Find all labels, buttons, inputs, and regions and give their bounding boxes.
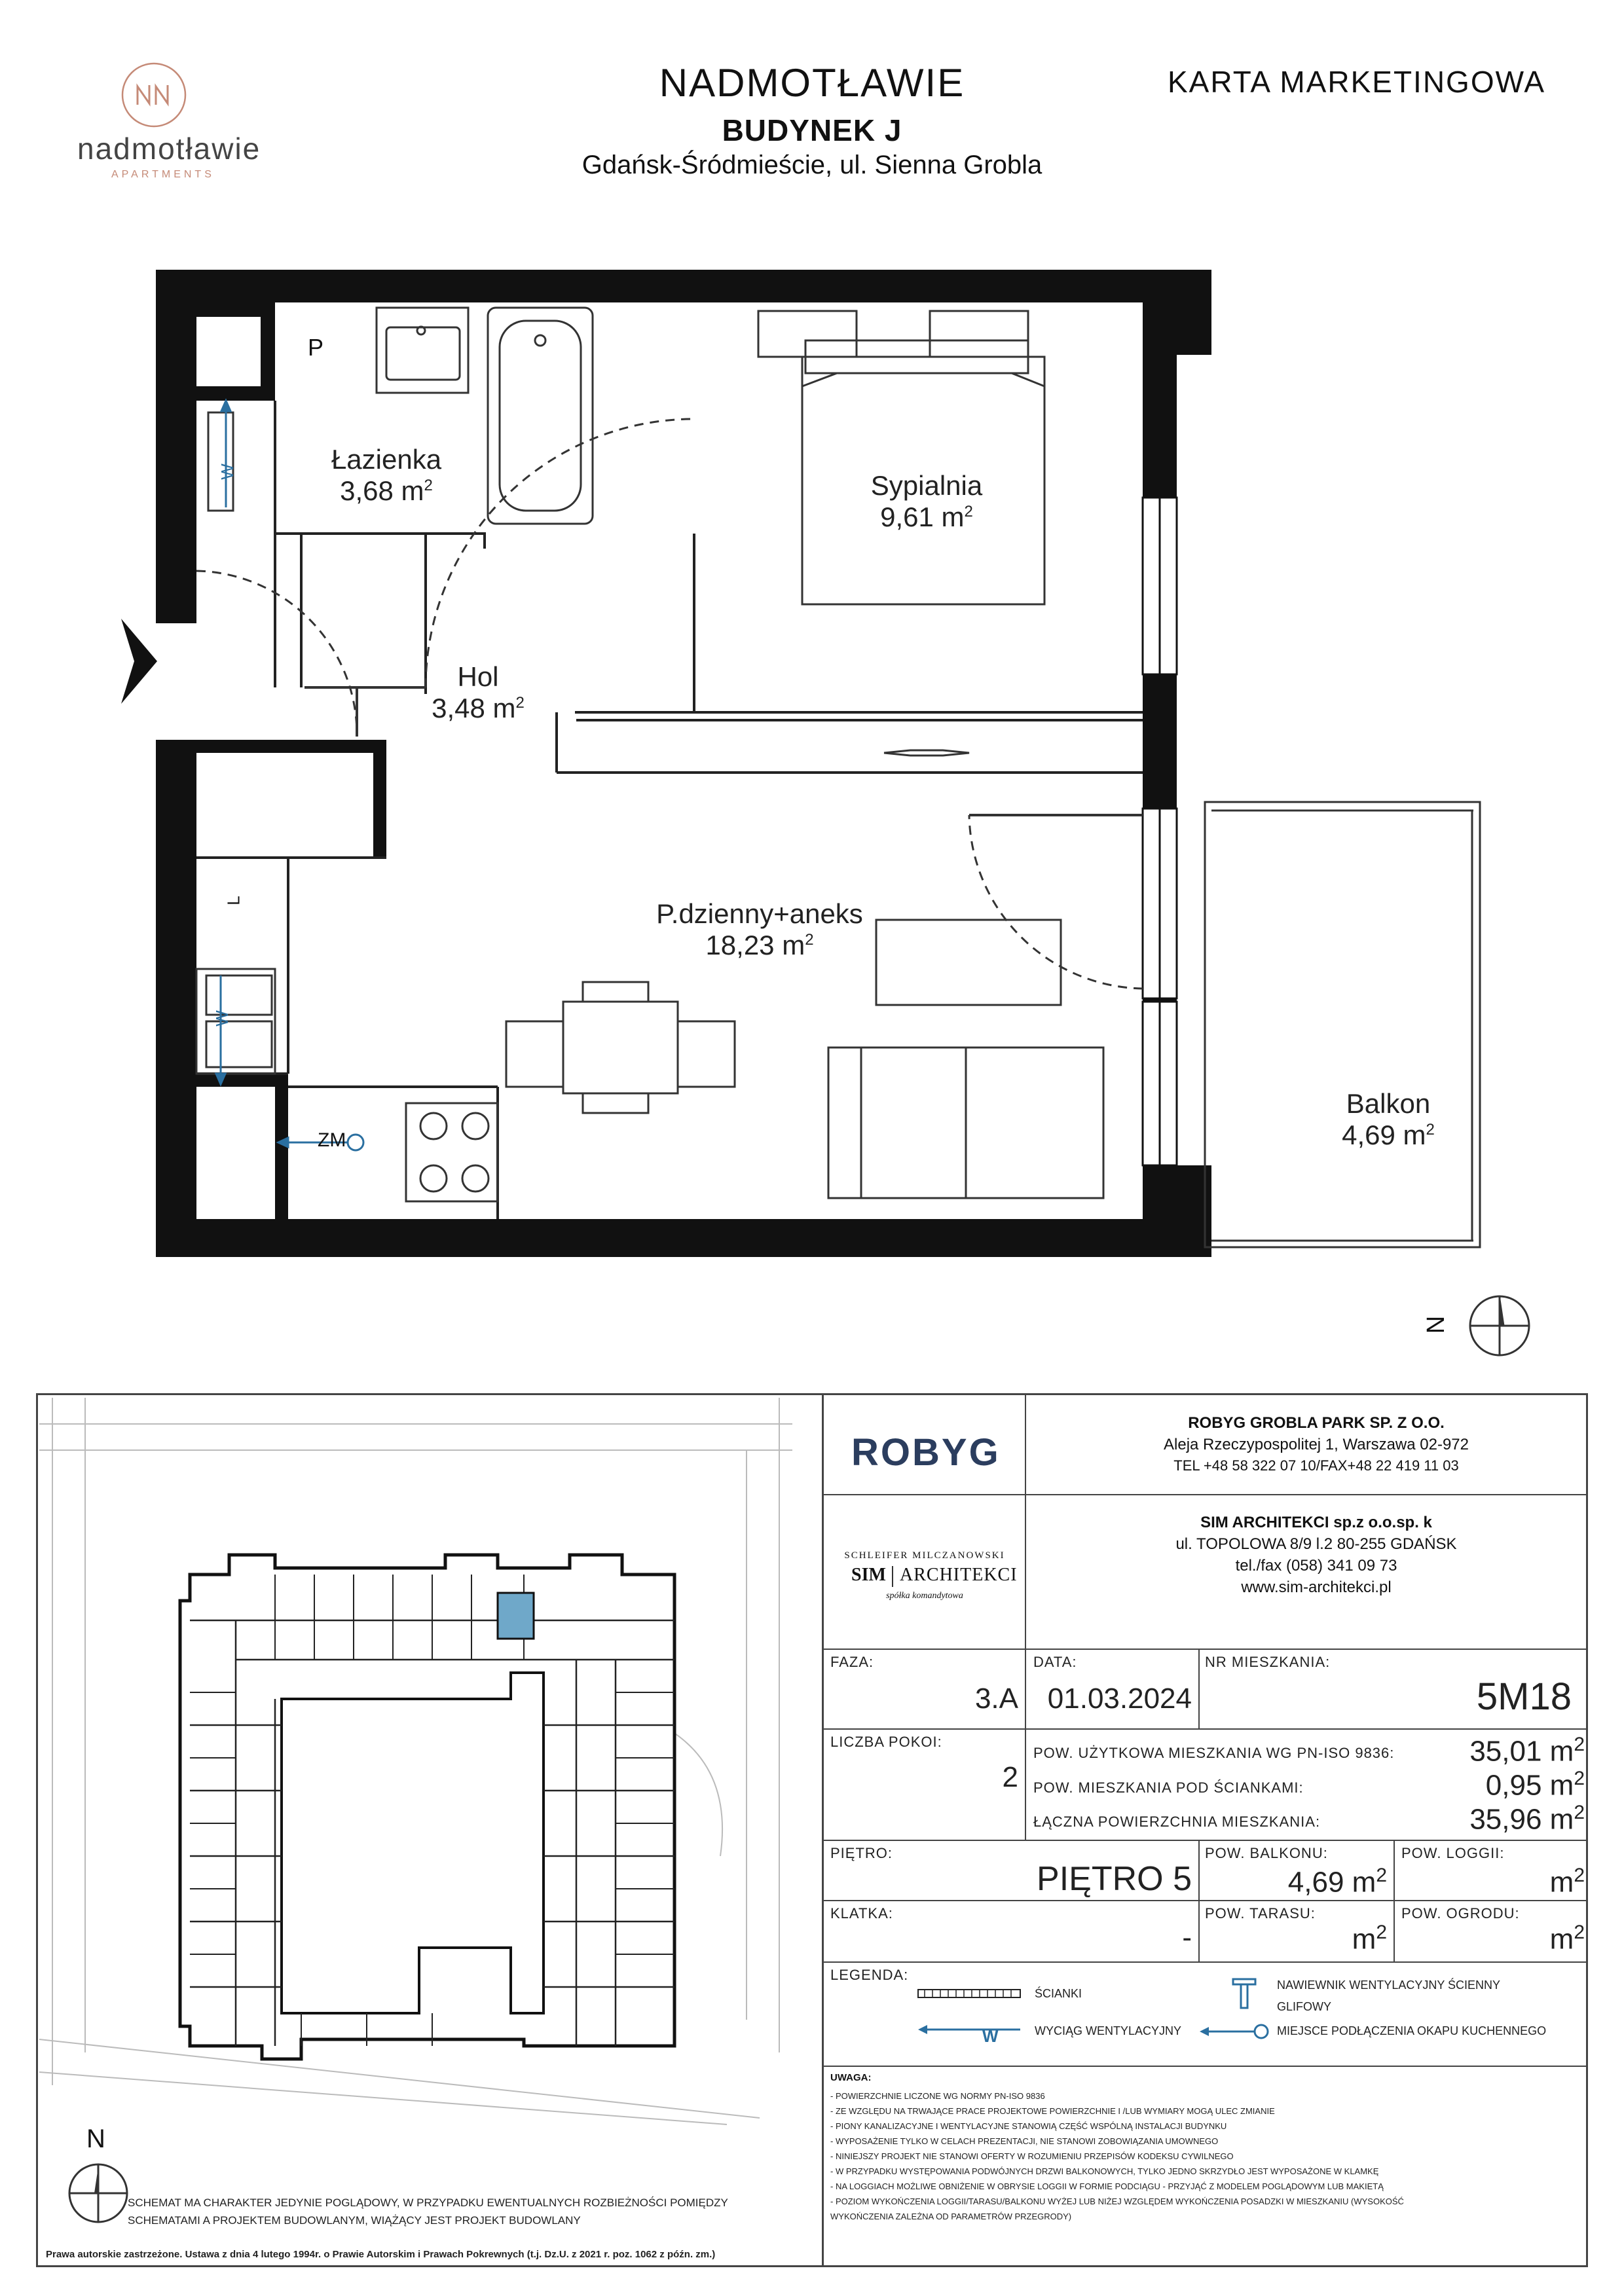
line-arch-bottom [822, 1649, 1588, 1650]
room-area: 18,23 $m^2$ [705, 930, 814, 960]
disclaimer-line1: SCHEMAT MA CHARAKTER JEDYNIE POGLĄDOWY, W PRZYPADKU EWENTUALNYCH ROZBIEŻNOŚCI POMIĘDZY [128, 2196, 728, 2209]
legend-scianki: ŚCIANKI [1035, 1987, 1082, 2000]
note-line: - POZIOM WYKOŃCZENIA LOGGII/TARASU/BALKONU WYŻEJ LUB NIŻEJ WZGLĘDEM WYKOŃCZENIA POSADZKI W MIESZKANIU (WYSOKOŚĆ [830, 2196, 1404, 2206]
data-value: 01.03.2024 [1047, 1683, 1192, 1715]
nr-label: NR MIESZKANIA: [1205, 1654, 1331, 1670]
line-dev-bottom [822, 1494, 1588, 1495]
line-row5 [822, 2066, 1588, 2067]
architect-address: ul. TOPOLOWA 8/9 l.2 80-255 GDAŃSK [1175, 1535, 1457, 1553]
developer-name: ROBYG GROBLA PARK SP. Z O.O. [1188, 1414, 1445, 1432]
disclaimer-line2: SCHEMATAMI A PROJEKTEM BUDOWLANYM, WIĄŻĄCY JEST PROJEKT BUDOWLANY [128, 2214, 581, 2227]
room-label-living [629, 898, 891, 961]
note-line: - NINIEJSZY PROJEKT NIE STANOWI OFERTY W ROZUMIENIU PRZEPISÓW KODEKSU CYWILNEGO [830, 2151, 1234, 2161]
site-compass-label: N [86, 2124, 105, 2153]
ogrod-value: $m^2$ [1549, 1922, 1585, 1956]
faza-value: 3.A [974, 1683, 1018, 1715]
vline-loggia [1393, 1840, 1395, 1961]
card-type: KARTA MARKETINGOWA [1168, 65, 1545, 99]
brand-logo-word: nadmotławie [77, 132, 261, 166]
legend-nawiewnik-1: NAWIEWNIK WENTYLACYJNY ŚCIENNY [1277, 1978, 1501, 1992]
ogrod-label: POW. OGRODU: [1401, 1905, 1520, 1922]
compass-label: N [1422, 1315, 1450, 1334]
room-area: 3,48 $m^2$ [432, 693, 525, 723]
room-name: Sypialnia [870, 470, 983, 501]
room-name: Hol [457, 661, 499, 692]
pokoje-value: 2 [1002, 1761, 1018, 1793]
architect-phone: tel./fax (058) 341 09 73 [1235, 1557, 1397, 1575]
legend-okap-icon [1198, 2023, 1270, 2040]
architect-name: SIM ARCHITEKCI sp.z o.o.sp. k [1200, 1514, 1432, 1531]
line-row3 [822, 1900, 1588, 1901]
legend-wyciag: WYCIĄG WENTYLACYJNY [1035, 2024, 1182, 2037]
note-line: - PIONY KANALIZACYJNE I WENTYLACYJNE STANOWIĄ CZĘŚĆ WSPÓLNĄ INSTALACJI BUDYNKU [830, 2121, 1227, 2131]
room-label-balcony [1310, 1088, 1467, 1151]
brand-logo-sub: APARTMENTS [111, 169, 215, 180]
taras-label: POW. TARASU: [1205, 1905, 1316, 1922]
w-mark-bathroom: W [217, 464, 237, 480]
pietro-label: PIĘTRO: [830, 1845, 893, 1861]
site-compass-icon [65, 2160, 131, 2226]
room-label-bedroom [835, 470, 1018, 533]
compass-icon [1470, 1296, 1529, 1355]
data-label: DATA: [1033, 1654, 1077, 1670]
architect-web: www.sim-architekci.pl [1241, 1578, 1392, 1596]
room-name: P.dzienny+aneks [656, 898, 863, 929]
line-row2 [822, 1840, 1588, 1841]
vline-data [1198, 1649, 1200, 1728]
architect-logo-arch: ARCHITEKCI [900, 1565, 1018, 1585]
pow-laczna-value: 35,96 $m^2$ [1469, 1802, 1585, 1836]
pow-uzytkowa-label: POW. UŻYTKOWA MIESZKANIA WG PN-ISO 9836: [1033, 1745, 1395, 1761]
zm-mark: ZM [318, 1129, 346, 1151]
robyg-logo: ROBYG [851, 1431, 1001, 1474]
vline-balkon [1198, 1840, 1200, 1961]
architect-logo-bottom: spółka komandytowa [886, 1591, 963, 1601]
pow-laczna-label: ŁĄCZNA POWIERZCHNIA MIESZKANIA: [1033, 1813, 1321, 1830]
klatka-label: KLATKA: [830, 1905, 893, 1922]
note-line: WYKOŃCZENIA ZALEŻNA OD PARAMETRÓW PRZEGRODY) [830, 2212, 1072, 2221]
frame-bottom [36, 2265, 1588, 2267]
frame-right [1586, 1393, 1588, 2267]
legend-w: W [982, 2026, 999, 2046]
legend-scianki-icon [917, 1987, 1022, 2000]
taras-value: $m^2$ [1352, 1922, 1387, 1956]
pokoje-label: LICZBA POKOI: [830, 1734, 942, 1750]
architect-logo-sim: SIM [851, 1565, 886, 1585]
note-line: - WYPOSAŻENIE TYLKO W CELACH PREZENTACJI, NIE STANOWI ZOBOWIĄZANIA UMOWNEGO [830, 2136, 1219, 2146]
line-dev-split [1025, 1393, 1026, 1649]
p-mark: P [308, 334, 324, 361]
l-mark: L [223, 896, 244, 905]
loggia-value: $m^2$ [1549, 1865, 1585, 1899]
balkon-label: POW. BALKONU: [1205, 1845, 1328, 1861]
legend-okap: MIEJSCE PODŁĄCZENIA OKAPU KUCHENNEGO [1277, 2024, 1547, 2037]
developer-address: Aleja Rzeczypospolitej 1, Warszawa 02-972 [1164, 1436, 1469, 1453]
room-name: Balkon [1346, 1088, 1431, 1119]
faza-label: FAZA: [830, 1654, 874, 1670]
copyright: Prawa autorskie zastrzeżone. Ustawa z dnia 4 lutego 1994r. o Prawie Autorskim i Prawach Pokrewnych (t.j. Dz.U. z 2021 r. poz. 1062 z późn. zm.) [46, 2249, 716, 2260]
legend-nawiewnik-icon [1231, 1977, 1257, 2010]
divider-mid [822, 1393, 824, 2267]
room-area: 4,69 $m^2$ [1342, 1120, 1435, 1150]
frame-left [36, 1393, 38, 2267]
divider-top [36, 1393, 1588, 1395]
architect-logo-top: SCHLEIFER MILCZANOWSKI [844, 1550, 1005, 1561]
legend-title: LEGENDA: [830, 1967, 909, 1983]
site-plan [39, 1398, 819, 2131]
building-name: BUDYNEK J [722, 113, 902, 147]
page-title: NADMOTŁAWIE [659, 61, 965, 105]
line-row1 [822, 1728, 1588, 1730]
room-name: Łazienka [331, 444, 442, 475]
w-mark-kitchen: W [212, 1010, 232, 1027]
notes-list [830, 2088, 1404, 2224]
line-row4 [822, 1961, 1588, 1963]
balkon-value: 4,69 $m^2$ [1287, 1865, 1387, 1899]
room-area: 3,68 $m^2$ [340, 475, 433, 506]
pow-scianki-label: POW. MIESZKANIA POD ŚCIANKAMI: [1033, 1779, 1304, 1796]
klatka-value: - [1182, 1922, 1192, 1954]
room-label-hall [393, 661, 563, 724]
note-line: - W PRZYPADKU WYSTĘPOWANIA PODWÓJNYCH DRZWI BALKONOWYCH, TYLKO JEDNO SKRZYDŁO JEST WYPOSAŻONE W KLAMKĘ [830, 2166, 1379, 2176]
loggia-label: POW. LOGGII: [1401, 1845, 1505, 1861]
pow-uzytkowa-value: 35,01 $m^2$ [1469, 1734, 1585, 1768]
note-line: - POWIERZCHNIE LICZONE WG NORMY PN-ISO 9836 [830, 2091, 1045, 2101]
pietro-value: PIĘTRO 5 [1037, 1860, 1192, 1898]
nr-value: 5M18 [1476, 1675, 1572, 1718]
pow-scianki-value: 0,95 $m^2$ [1485, 1768, 1585, 1802]
address: Gdańsk-Śródmieście, ul. Sienna Grobla [581, 151, 1043, 179]
room-area: 9,61 $m^2$ [880, 501, 973, 532]
legend-nawiewnik-2: GLIFOWY [1277, 2000, 1332, 2013]
architect-logo-divider [892, 1566, 893, 1587]
highlighted-unit [498, 1593, 534, 1639]
note-line: - NA LOGGIACH MOŻLIWE OBNIŻENIE W OBRYSIE LOGGII W FORMIE PODCIĄGU - PRZYJĄĆ Z MODELEM POGLĄDOWYM LUB MAKIETĄ [830, 2181, 1384, 2191]
room-label-bathroom [295, 444, 478, 507]
legend-wyciag-icon [917, 2022, 1022, 2037]
vline-faza [1025, 1649, 1026, 1840]
developer-phone: TEL +48 58 322 07 10/FAX+48 22 419 11 03 [1173, 1457, 1459, 1474]
note-line: - ZE WZGLĘDU NA TRWAJĄCE PRACE PROJEKTOWE POWIERZCHNIE I /LUB WYMIARY MOGĄ ULEC ZMIANIE [830, 2106, 1275, 2116]
notes-title: UWAGA: [830, 2072, 872, 2083]
